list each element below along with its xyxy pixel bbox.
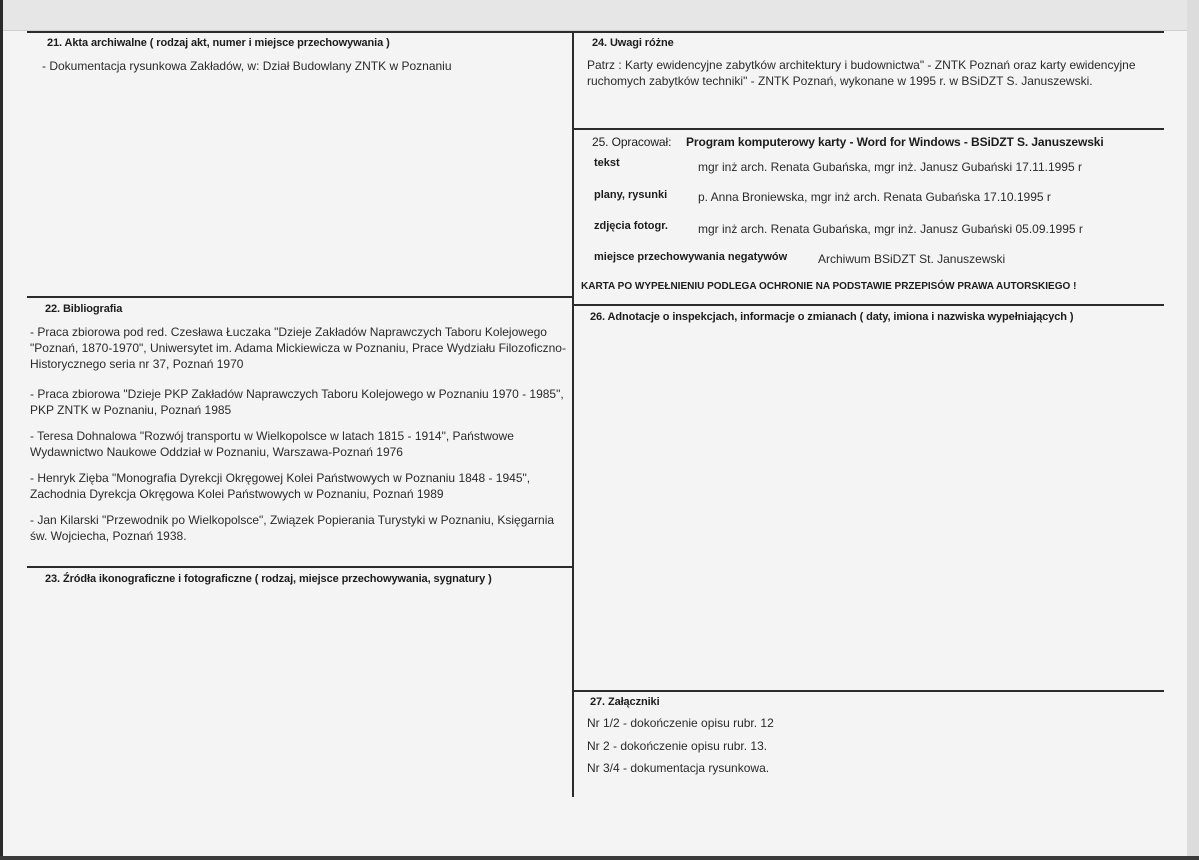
attachment-item: Nr 3/4 - dokumentacja rysunkowa. xyxy=(587,761,770,775)
sec25-heading: 25. Opracował: xyxy=(592,135,672,149)
sec25-label-text: tekst xyxy=(594,157,620,169)
sec25-value-plans: p. Anna Broniewska, mgr inż arch. Renata Gubańska 17.10.1995 r xyxy=(698,190,1051,204)
bibliography-item: - Praca zbiorowa pod red. Czesława Łuczaka "Dzieje Zakładów Naprawczych Taboru Kolejowego "Poznań, 1870-1970", Uniwersytet im. Adama Mickiewicza w Poznaniu, Prace Wydziału Filozoficzno-Historycznego seria nr 37, Poznań 1970 xyxy=(30,325,566,371)
sec25-label-plans: plany, rysunki xyxy=(594,189,668,201)
sec25-value-text: mgr inż arch. Renata Gubańska, mgr inż. Janusz Gubański 17.11.1995 r xyxy=(698,160,1082,174)
sec25-program: Program komputerowy karty - Word for Windows - BSiDZT S. Januszewski xyxy=(686,135,1104,149)
sec27-heading: 27. Załączniki xyxy=(590,696,660,708)
sec24-heading: 24. Uwagi różne xyxy=(592,37,674,49)
sec26-heading: 26. Adnotacje o inspekcjach, informacje o zmianach ( daty, imiona i nazwiska wypełniających ) xyxy=(590,311,1074,323)
right-edge-shadow xyxy=(1187,0,1199,860)
copyright-notice: KARTA PO WYPEŁNIENIU PODLEGA OCHRONIE NA PODSTAWIE PRZEPISÓW PRAWA AUTORSKIEGO ! xyxy=(581,281,1077,292)
divider-25-26 xyxy=(573,304,1164,306)
bibliography-item: - Teresa Dohnalowa "Rozwój transportu w Wielkopolsce w latach 1815 - 1914", Państwowe Wydawnictwo Naukowe Oddział w Poznaniu, Warszawa-Poznań 1976 xyxy=(30,429,514,459)
sec25-label-negatives: miejsce przechowywania negatywów xyxy=(594,251,788,263)
bibliography-item: - Praca zbiorowa "Dzieje PKP Zakładów Naprawczych Taboru Kolejowego w Poznaniu 1970 - 1985", PKP ZNTK w Poznaniu, Poznań 1985 xyxy=(30,387,564,417)
divider-21-22 xyxy=(27,296,573,298)
left-edge xyxy=(0,0,3,860)
sec25-value-photos: mgr inż arch. Renata Gubańska, mgr inż. Janusz Gubański 05.09.1995 r xyxy=(698,222,1083,236)
bibliography-item: - Henryk Zięba "Monografia Dyrekcji Okręgowej Kolei Państwowych w Poznaniu 1848 - 1945", Zachodnia Dyrekcja Okręgowa Kolei Państwowych w Poznaniu, Poznań 1989 xyxy=(30,471,531,501)
divider-22-23 xyxy=(27,566,573,568)
divider-top xyxy=(27,31,1164,33)
divider-26-27 xyxy=(573,690,1164,692)
divider-24-25 xyxy=(573,128,1164,130)
sec24-text: Patrz : Karty ewidencyjne zabytków architektury i budownictwa" - ZNTK Poznań oraz karty ewidencyjne ruchomych zabytków techniki" - ZNTK Poznań, wykonane w 1995 r. w BSiDZT S. Januszewski. xyxy=(587,58,1136,88)
top-strip xyxy=(0,0,1199,31)
sec22-heading: 22. Bibliografia xyxy=(45,303,123,315)
sec25-value-negatives: Archiwum BSiDZT St. Januszewski xyxy=(818,252,1006,266)
sec23-heading: 23. Źródła ikonograficzne i fotograficzne ( rodzaj, miejsce przechowywania, sygnatury ) xyxy=(45,573,492,585)
bottom-edge xyxy=(0,856,1199,860)
divider-center xyxy=(572,31,574,797)
attachment-item: Nr 2 - dokończenie opisu rubr. 13. xyxy=(587,739,768,753)
sec25-label-photos: zdjęcia fotogr. xyxy=(594,220,668,232)
sec21-heading: 21. Akta archiwalne ( rodzaj akt, numer i miejsce przechowywania ) xyxy=(47,37,390,49)
bibliography-item: - Jan Kilarski "Przewodnik po Wielkopolsce", Związek Popierania Turystyki w Poznaniu, Księgarnia św. Wojciecha, Poznań 1938. xyxy=(30,513,555,543)
sec21-item: - Dokumentacja rysunkowa Zakładów, w: Dział Budowlany ZNTK w Poznaniu xyxy=(42,59,452,73)
attachment-item: Nr 1/2 - dokończenie opisu rubr. 12 xyxy=(587,716,774,730)
